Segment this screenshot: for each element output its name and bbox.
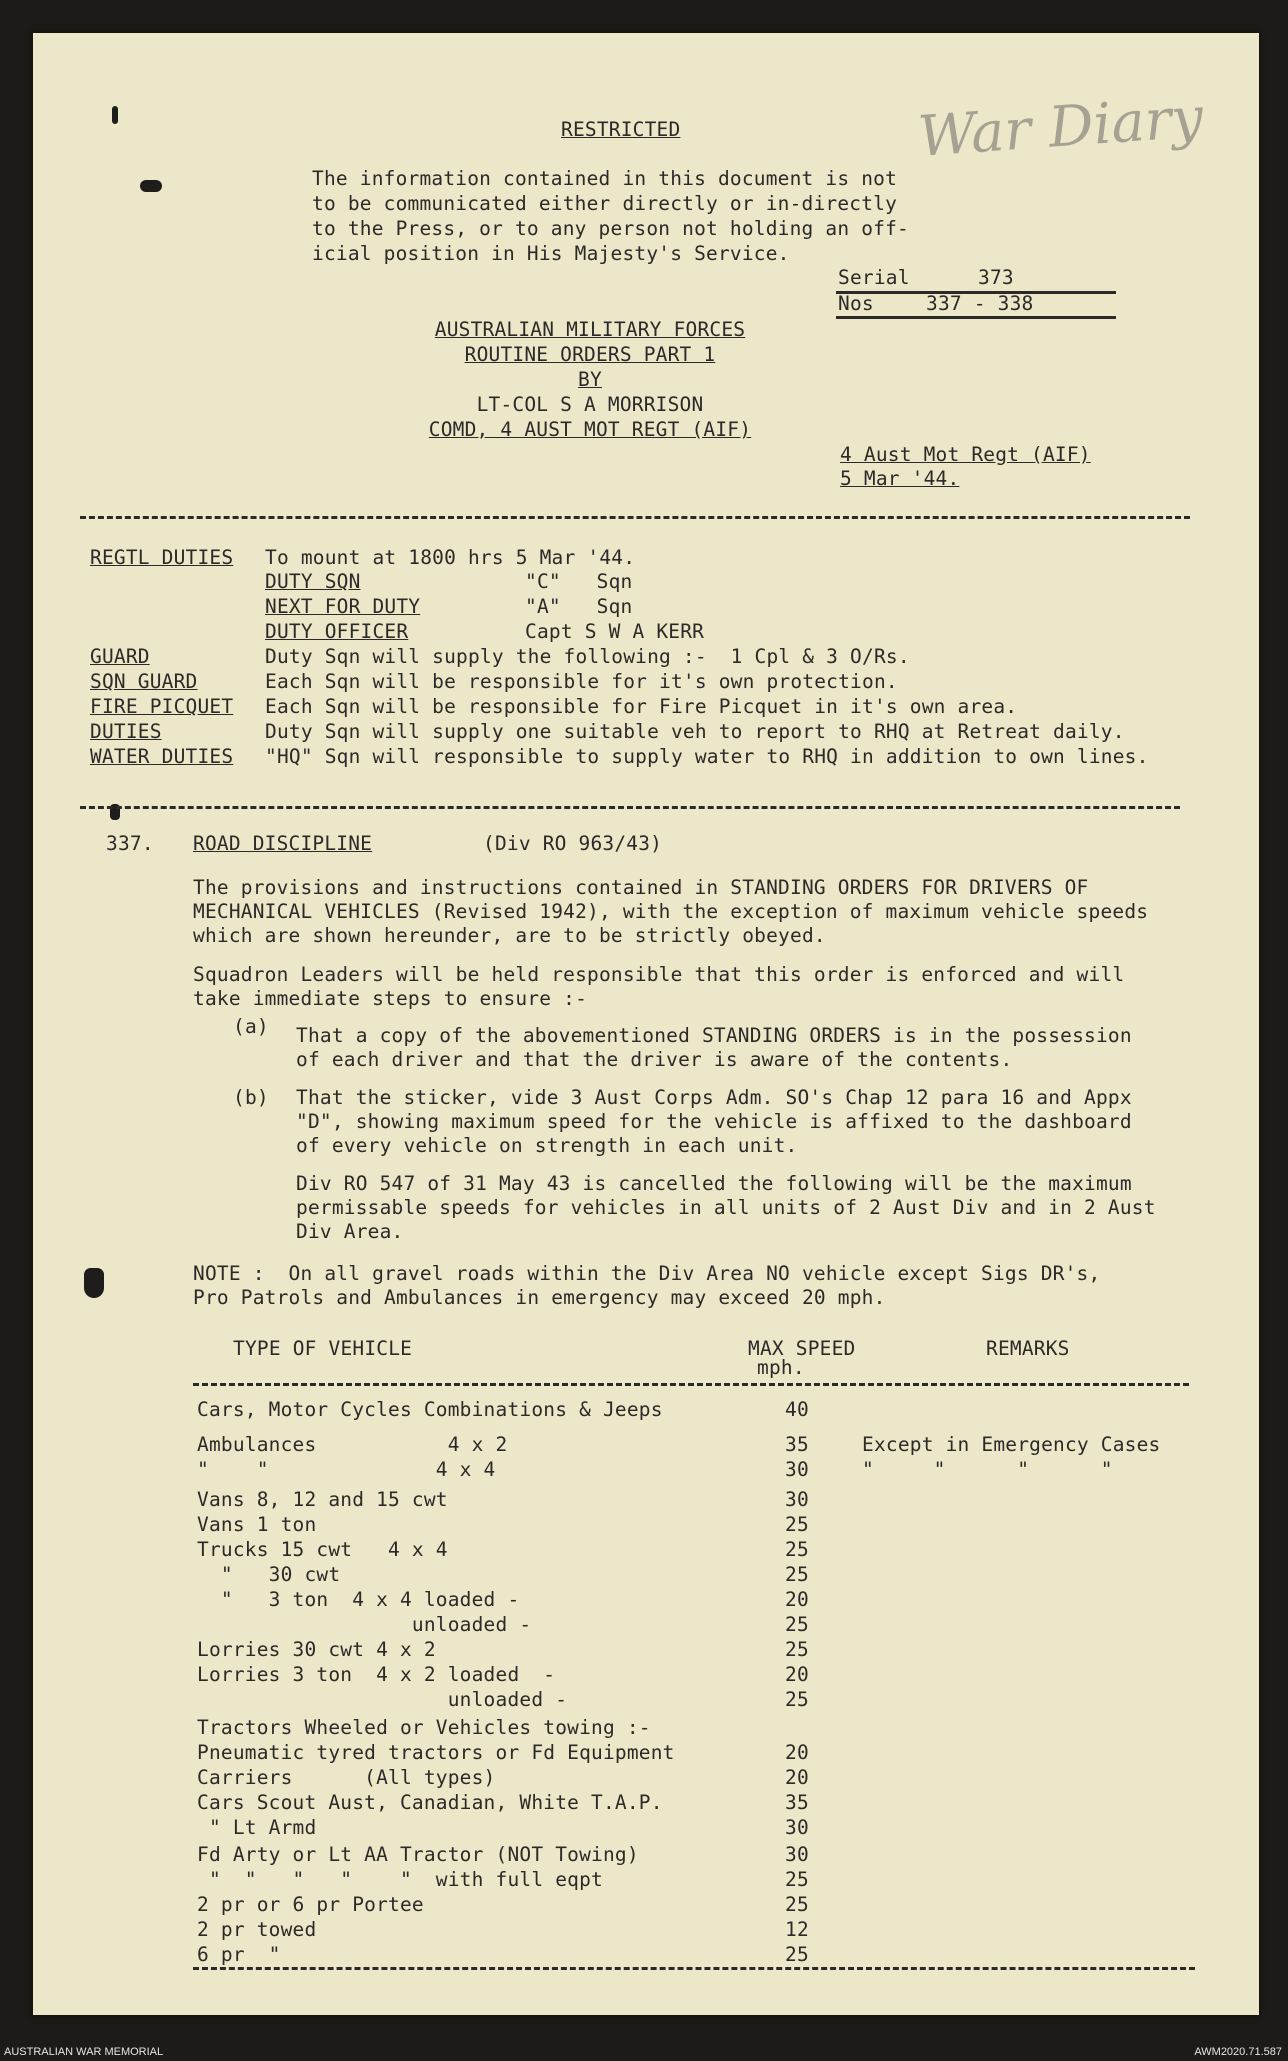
vehicle-type: " " 4 x 4 [197, 1458, 496, 1481]
col-header-type: TYPE OF VEHICLE [233, 1337, 413, 1360]
section-divider-1 [80, 516, 1190, 519]
duty-label-3: DUTY OFFICER [265, 620, 409, 643]
nos-value: 337 - 338 [926, 292, 1034, 315]
notice-line-4: icial position in His Majesty's Service. [312, 242, 790, 265]
max-speed: 25 [785, 1513, 809, 1536]
item-b-line-3: of every vehicle on strength in each unit. [296, 1134, 798, 1157]
para3-line-3: Div Area. [296, 1220, 404, 1243]
max-speed: 20 [785, 1741, 809, 1764]
binding-mark-upper [140, 180, 162, 192]
remarks: " " " " [862, 1458, 1113, 1481]
max-speed: 20 [785, 1663, 809, 1686]
remarks: Except in Emergency Cases [862, 1433, 1161, 1456]
duty-row-label-fire-picquet: FIRE PICQUET [90, 695, 234, 718]
vehicle-type: Lorries 30 cwt 4 x 2 [197, 1638, 436, 1661]
order-reference: (Div RO 963/43) [483, 832, 663, 855]
notice-line-3: to the Press, or to any person not holding an off- [312, 217, 909, 240]
notice-line-1: The information contained in this document is not [312, 167, 898, 190]
vehicle-type: Lorries 3 ton 4 x 2 loaded - [197, 1663, 556, 1686]
order-number: 337. [106, 832, 154, 855]
note-line-1: NOTE : On all gravel roads within the Div Area NO vehicle except Sigs DR's, [193, 1262, 1101, 1285]
order-date: 5 Mar '44. [840, 467, 960, 490]
max-speed: 25 [785, 1943, 809, 1966]
vehicle-type: Pneumatic tyred tractors or Fd Equipment [197, 1741, 675, 1764]
note-line-2: Pro Patrols and Ambulances in emergency may exceed 20 mph. [193, 1286, 886, 1309]
col-header-speed: MAX SPEED [748, 1337, 856, 1360]
max-speed: 12 [785, 1918, 809, 1941]
max-speed: 25 [785, 1538, 809, 1561]
vehicle-type: " 3 ton 4 x 4 loaded - [197, 1588, 520, 1611]
title-line-4: LT-COL S A MORRISON [476, 393, 704, 416]
max-speed: 25 [785, 1868, 809, 1891]
para1-line-3: which are shown hereunder, are to be strictly obeyed. [193, 924, 826, 947]
para3-line-2: permissable speeds for vehicles in all units of 2 Aust Div and in 2 Aust [296, 1196, 1156, 1219]
vehicle-type: " " " " " with full eqpt [197, 1868, 603, 1891]
max-speed: 20 [785, 1766, 809, 1789]
duty-row-text-guard: Duty Sqn will supply the following :- 1 Cpl & 3 O/Rs. [265, 645, 910, 668]
binding-mark-lower [84, 1268, 104, 1298]
max-speed: 25 [785, 1688, 809, 1711]
handwritten-note: War Diary [916, 85, 1206, 170]
table-header-rule [193, 1383, 1189, 1386]
max-speed: 25 [785, 1613, 809, 1636]
footer-accession: AWM2020.71.587 [1194, 2046, 1282, 2058]
title-line-5: COMD, 4 AUST MOT REGT (AIF) [428, 418, 752, 441]
vehicle-type: Vans 1 ton [197, 1513, 317, 1536]
vehicle-type: Vans 8, 12 and 15 cwt [197, 1488, 448, 1511]
para2-line-1: Squadron Leaders will be held responsible that this order is enforced and will [193, 963, 1125, 986]
item-b-line-2: "D", showing maximum speed for the vehicle is affixed to the dashboard [296, 1110, 1132, 1133]
vehicle-type: Trucks 15 cwt 4 x 4 [197, 1538, 448, 1561]
order-heading: ROAD DISCIPLINE [193, 832, 373, 855]
max-speed: 35 [785, 1791, 809, 1814]
binding-mark-top [112, 106, 118, 124]
duty-value-2: "A" Sqn [525, 595, 633, 618]
max-speed: 30 [785, 1816, 809, 1839]
duty-row-text-duties: Duty Sqn will supply one suitable veh to report to RHQ at Retreat daily. [265, 720, 1125, 743]
item-b-label: (b) [233, 1086, 269, 1109]
max-speed: 25 [785, 1563, 809, 1586]
vehicle-type: 2 pr or 6 pr Portee [197, 1893, 424, 1916]
item-a-line-2: of each driver and that the driver is aware of the contents. [296, 1048, 1013, 1071]
item-a-line-1: That a copy of the abovementioned STANDING ORDERS is in the possession [296, 1024, 1132, 1047]
vehicle-type: Cars, Motor Cycles Combinations & Jeeps [197, 1398, 663, 1421]
duty-row-label-duties: DUTIES [90, 720, 162, 743]
duty-row-text-fire-picquet: Each Sqn will be responsible for Fire Picquet in it's own area. [265, 695, 1018, 718]
unit-name: 4 Aust Mot Regt (AIF) [840, 443, 1091, 466]
para2-line-2: take immediate steps to ensure :- [193, 987, 588, 1010]
duty-row-text-water: "HQ" Sqn will responsible to supply water to RHQ in addition to own lines. [265, 745, 1149, 768]
duty-value-3: Capt S W A KERR [525, 620, 705, 643]
max-speed: 30 [785, 1488, 809, 1511]
nos-label: Nos [838, 292, 874, 315]
max-speed: 30 [785, 1458, 809, 1481]
para1-line-1: The provisions and instructions contained in STANDING ORDERS FOR DRIVERS OF [193, 876, 1089, 899]
regtl-duties-label: REGTL DUTIES [90, 546, 234, 569]
classification-heading: RESTRICTED [561, 118, 681, 141]
max-speed: 20 [785, 1588, 809, 1611]
para3-line-1: Div RO 547 of 31 May 43 is cancelled the following will be the maximum [296, 1172, 1132, 1195]
item-a-label: (a) [233, 1015, 269, 1038]
vehicle-type: " Lt Armd [197, 1816, 317, 1839]
vehicle-type: Ambulances 4 x 2 [197, 1433, 508, 1456]
vehicle-type: Cars Scout Aust, Canadian, White T.A.P. [197, 1791, 663, 1814]
max-speed: 35 [785, 1433, 809, 1456]
duty-label-2: NEXT FOR DUTY [265, 595, 421, 618]
section-divider-2 [80, 806, 1180, 809]
title-line-2: ROUTINE ORDERS PART 1 [464, 343, 716, 366]
max-speed: 25 [785, 1893, 809, 1916]
col-header-speed-unit: mph. [757, 1356, 805, 1379]
duty-row-text-sqn-guard: Each Sqn will be responsible for it's own protection. [265, 670, 898, 693]
para1-line-2: MECHANICAL VEHICLES (Revised 1942), with the exception of maximum vehicle speeds [193, 900, 1149, 923]
vehicle-type: Carriers (All types) [197, 1766, 496, 1789]
mount-text: To mount at 1800 hrs 5 Mar '44. [265, 546, 636, 569]
vehicle-type: " 30 cwt [197, 1563, 341, 1586]
max-speed: 30 [785, 1843, 809, 1866]
duty-row-label-guard: GUARD [90, 645, 150, 668]
vehicle-type: unloaded - [197, 1688, 568, 1711]
title-line-3: BY [578, 368, 602, 391]
duty-value-1: "C" Sqn [525, 570, 633, 593]
vehicle-type: Fd Arty or Lt AA Tractor (NOT Towing) [197, 1843, 639, 1866]
col-header-remarks: REMARKS [986, 1337, 1070, 1360]
vehicle-type: 2 pr towed [197, 1918, 317, 1941]
max-speed: 40 [785, 1398, 809, 1421]
table-bottom-rule [193, 1967, 1195, 1970]
notice-line-2: to be communicated either directly or in-directly [312, 192, 898, 215]
title-line-1: AUSTRALIAN MILITARY FORCES [434, 318, 746, 341]
vehicle-type: 6 pr " [197, 1943, 281, 1966]
duty-row-label-water: WATER DUTIES [90, 745, 234, 768]
max-speed: 25 [785, 1638, 809, 1661]
footer-source: AUSTRALIAN WAR MEMORIAL [4, 2046, 164, 2058]
serial-value: 373 [978, 266, 1014, 289]
vehicle-type: Tractors Wheeled or Vehicles towing :- [197, 1716, 651, 1739]
duty-label-1: DUTY SQN [265, 570, 361, 593]
vehicle-type: unloaded - [197, 1613, 532, 1636]
serial-label: Serial [838, 266, 910, 289]
duty-row-label-sqn-guard: SQN GUARD [90, 670, 198, 693]
nos-rule [836, 316, 1116, 319]
item-b-line-1: That the sticker, vide 3 Aust Corps Adm. SO's Chap 12 para 16 and Appx [296, 1086, 1132, 1109]
